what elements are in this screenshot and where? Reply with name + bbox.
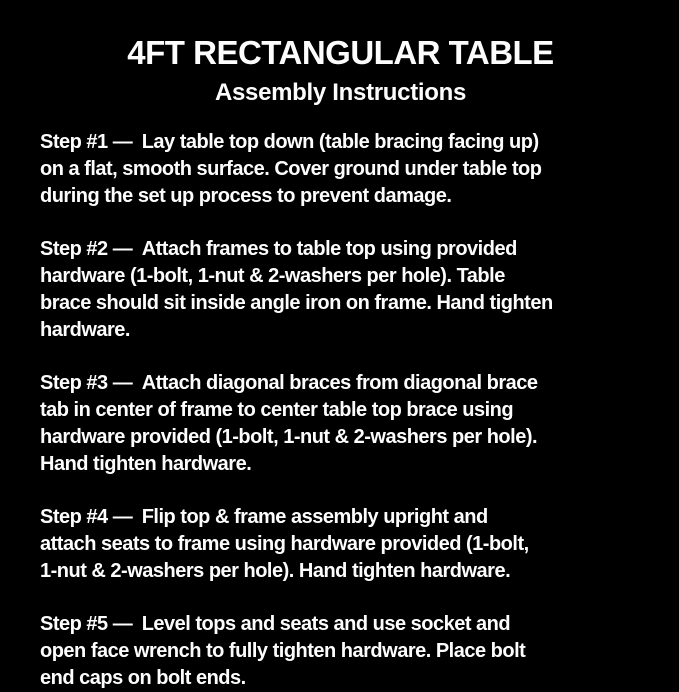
step-4-paragraph: Step #4 — Flip top & frame assembly upright and attach seats to frame using hardware provided (1-bolt, 1-nut & 2-washers per hole). Hand tighten hardware. — [40, 505, 529, 582]
page-title: 4FT RECTANGULAR TABLE — [127, 34, 554, 71]
step-2-paragraph: Step #2 — Attach frames to table top using provided hardware (1-bolt, 1-nut & 2-washers per hole). Table brace should sit inside angle iron on frame. Hand tighten hardware. — [40, 237, 553, 341]
step-5-paragraph: Step #5 — Level tops and seats and use socket and open face wrench to fully tighten hardware. Place bolt end caps on bolt ends. — [40, 612, 526, 689]
page-subtitle: Assembly Instructions — [214, 78, 467, 106]
steps-list — [40, 129, 641, 692]
step-1-paragraph: Step #1 — Lay table top down (table bracing facing up) on a flat, smooth surface. Cover ground under table top during the set up process to prevent damage. — [40, 130, 542, 207]
step-3-paragraph: Step #3 — Attach diagonal braces from diagonal brace tab in center of frame to center table top brace using hardware provided (1-bolt, 1-nut & 2-washers per hole). Hand tighten hardware. — [40, 371, 538, 475]
